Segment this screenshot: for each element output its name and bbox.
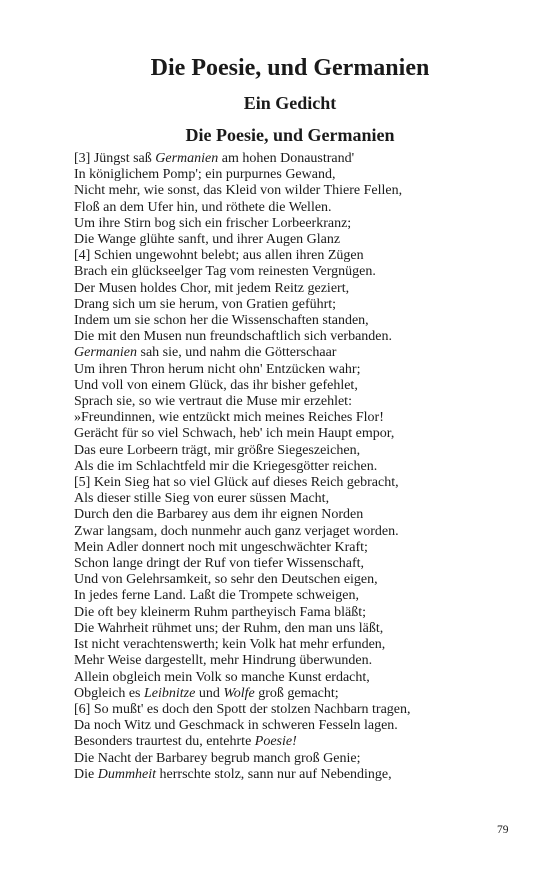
line-text: Um ihren Thron herum nicht ohn' Entzücken wahr; <box>74 361 361 377</box>
line-text: In jedes ferne Land. Laßt die Trompete schweigen, <box>74 588 359 604</box>
line-text: Die Nacht der Barbarey begrub manch groß Genie; <box>74 750 361 766</box>
verse-line <box>74 151 514 167</box>
verse-line <box>74 572 514 588</box>
italic-text: Wolfe <box>223 685 255 701</box>
line-text: Als die im Schlachtfeld mir die Kriegesgötter reichen. <box>74 458 378 474</box>
line-text: und <box>195 685 224 701</box>
verse-line <box>74 313 514 329</box>
line-text: Zwar langsam, doch nunmehr auch ganz verjaget worden. <box>74 523 399 539</box>
verse-line <box>74 540 514 556</box>
line-text: Floß an dem Ufer hin, und röthete die Wellen. <box>74 199 332 215</box>
line-text: herrschte stolz, sann nur auf Nebendinge, <box>156 766 392 782</box>
verse-line <box>74 248 514 264</box>
line-text: Die <box>74 766 98 782</box>
line-text: Um ihre Stirn bog sich ein frischer Lorbeerkranz; <box>74 215 352 231</box>
verse-line <box>74 167 514 183</box>
line-text: Obgleich es <box>74 685 144 701</box>
verse-line <box>74 443 514 459</box>
verse-line <box>74 216 514 232</box>
verse-line <box>74 653 514 669</box>
italic-text: Leibnitze <box>143 685 196 701</box>
line-text: Die mit den Musen nun freundschaftlich sich verbanden. <box>74 329 393 345</box>
line-text: Allein obgleich mein Volk so manche Kunst erdacht, <box>74 669 370 685</box>
verse-line <box>74 329 514 345</box>
line-text: Die Wange glühte sanft, und ihrer Augen Glanz <box>74 232 341 248</box>
line-text: Durch den die Barbarey aus dem ihr eignen Norden <box>74 507 364 523</box>
line-text: Ist nicht verachtenswerth; kein Volk hat mehr erfunden, <box>74 637 386 653</box>
verse-line <box>74 281 514 297</box>
verse-line <box>74 362 514 378</box>
verse-line <box>74 734 514 750</box>
verse-line <box>74 264 514 280</box>
line-text: [3] Jüngst saß <box>74 151 156 166</box>
verse-line <box>74 718 514 734</box>
line-text: Brach ein glückseelger Tag vom reinesten Vergnügen. <box>74 264 376 280</box>
line-text: Der Musen holdes Chor, mit jedem Reitz geziert, <box>74 280 350 296</box>
line-text: Mehr Weise dargestellt, mehr Hindrung überwunden. <box>74 653 373 669</box>
line-text: Und von Gelehrsamkeit, so sehr den Deutschen eigen, <box>74 572 378 588</box>
italic-text: Dummheit <box>97 766 157 782</box>
section-title: Die Poesie, und Germanien <box>185 125 395 145</box>
line-text: Als dieser stille Sieg von eurer süssen Macht, <box>74 491 330 507</box>
line-text: Besonders traurtest du, entehrte <box>74 734 255 750</box>
line-text: Da noch Witz und Geschmack in schweren Fesseln lagen. <box>74 718 398 734</box>
line-text: Nicht mehr, wie sonst, das Kleid von wilder Thiere Fellen, <box>74 183 403 199</box>
verse-line <box>74 670 514 686</box>
line-text: [5] Kein Sieg hat so viel Glück auf dieses Reich gebracht, <box>74 475 399 491</box>
verse-line <box>74 491 514 507</box>
line-text: Mein Adler donnert noch mit ungeschwächter Kraft; <box>74 539 368 555</box>
line-text: Gerächt für so viel Schwach, heb' ich mein Haupt empor, <box>74 426 395 442</box>
line-text: Drang sich um sie herum, von Gratien geführt; <box>74 296 337 312</box>
verse-line <box>74 507 514 523</box>
verse-line <box>74 686 514 702</box>
page-title: Die Poesie, und Germanien <box>150 55 430 81</box>
poem-verse <box>74 151 514 783</box>
verse-line <box>74 378 514 394</box>
verse-line <box>74 556 514 572</box>
line-text: Schon lange dringt der Ruf von tiefer Wissenschaft, <box>74 556 364 572</box>
verse-line <box>74 475 514 491</box>
line-text: »Freundinnen, wie entzückt mich meines Reiches Flor! <box>74 410 384 426</box>
verse-line <box>74 426 514 442</box>
verse-line <box>74 232 514 248</box>
verse-line <box>74 605 514 621</box>
verse-line <box>74 621 514 637</box>
italic-text: Poesie! <box>254 734 297 750</box>
line-text: Das eure Lorbeern trägt, mir größre Siegeszeichen, <box>74 442 361 458</box>
page-number: 79 <box>497 824 509 836</box>
line-text: Indem um sie schon her die Wissenschaften standen, <box>74 313 369 329</box>
verse-line <box>74 410 514 426</box>
verse-line <box>74 524 514 540</box>
line-text: Die Wahrheit rühmet uns; der Ruhm, den man uns läßt, <box>74 620 384 636</box>
verse-line <box>74 702 514 718</box>
line-text: Sprach sie, so wie vertraut die Muse mir erzehlet: <box>74 394 352 410</box>
verse-line <box>74 183 514 199</box>
verse-line <box>74 394 514 410</box>
line-text: Und voll von einem Glück, das ihr bisher gefehlet, <box>74 377 358 393</box>
line-text: am hohen Donaustrand' <box>218 151 355 166</box>
line-text: Die oft bey kleinerm Ruhm partheyisch Fama bläßt; <box>74 604 366 620</box>
italic-text: Germanien <box>74 345 137 361</box>
page-subtitle: Ein Gedicht <box>243 93 337 113</box>
italic-text: Germanien <box>155 151 219 166</box>
line-text: sah sie, und nahm die Götterschaar <box>137 345 337 361</box>
verse-line <box>74 297 514 313</box>
verse-line <box>74 767 514 783</box>
verse-line <box>74 459 514 475</box>
verse-line <box>74 345 514 361</box>
verse-line <box>74 200 514 216</box>
line-text: In königlichem Pomp'; ein purpurnes Gewand, <box>74 167 336 183</box>
verse-line <box>74 751 514 767</box>
verse-line <box>74 637 514 653</box>
line-text: [4] Schien ungewohnt belebt; aus allen ihren Zügen <box>74 248 364 264</box>
line-text: [6] So mußt' es doch den Spott der stolzen Nachbarn tragen, <box>74 701 411 717</box>
verse-line <box>74 588 514 604</box>
line-text: groß gemacht; <box>254 685 339 701</box>
